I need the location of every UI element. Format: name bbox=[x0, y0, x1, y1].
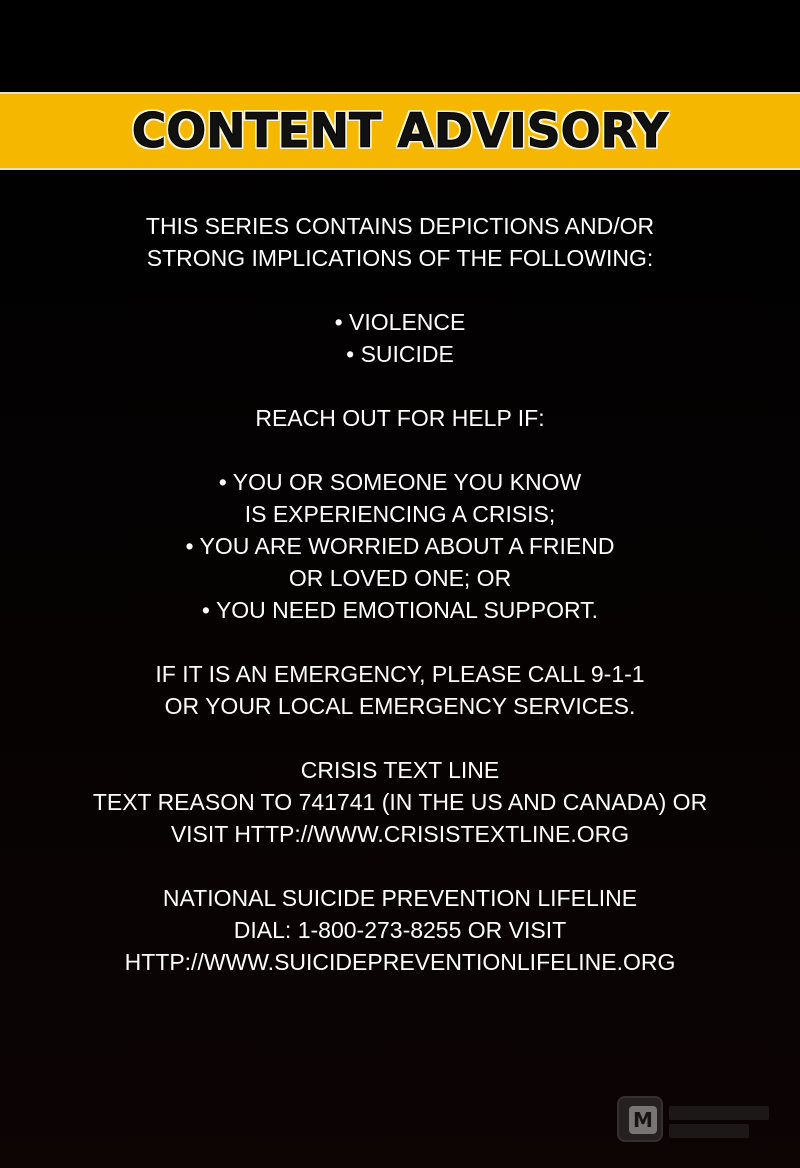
help-heading: REACH OUT FOR HELP IF: bbox=[255, 405, 545, 431]
help-item-1-line-1: • YOU OR SOMEONE YOU KNOW bbox=[218, 469, 582, 495]
help-item-2-line-1: • YOU ARE WORRIED ABOUT A FRIEND bbox=[185, 533, 615, 559]
intro-line-2: STRONG IMPLICATIONS OF THE FOLLOWING: bbox=[146, 245, 654, 271]
watermark bbox=[617, 1094, 777, 1144]
lifeline-heading: NATIONAL SUICIDE PREVENTION LIFELINE bbox=[162, 885, 638, 911]
crisis-text-line-instructions: TEXT REASON TO 741741 (IN THE US AND CANADA) OR bbox=[92, 789, 708, 815]
watermark-logo-icon: M bbox=[617, 1096, 663, 1142]
emergency-line-2: OR YOUR LOCAL EMERGENCY SERVICES. bbox=[164, 693, 636, 719]
lifeline-phone: DIAL: 1-800-273-8255 OR VISIT bbox=[233, 917, 567, 943]
help-item-3: • YOU NEED EMOTIONAL SUPPORT. bbox=[201, 597, 599, 623]
lifeline-url: HTTP://WWW.SUICIDEPREVENTIONLIFELINE.ORG bbox=[124, 949, 676, 975]
emergency-line-1: IF IT IS AN EMERGENCY, PLEASE CALL 9-1-1 bbox=[155, 661, 645, 687]
advisory-content bbox=[0, 210, 800, 978]
crisis-text-line-heading: CRISIS TEXT LINE bbox=[300, 757, 500, 783]
advisory-title: CONTENT ADVISORY bbox=[131, 103, 669, 159]
advisory-banner bbox=[0, 92, 800, 170]
help-item-2-line-2: OR LOVED ONE; OR bbox=[288, 565, 512, 591]
topic-suicide: • SUICIDE bbox=[346, 341, 454, 367]
topic-violence: • VIOLENCE bbox=[334, 309, 466, 335]
crisis-text-line-url: VISIT HTTP://WWW.CRISISTEXTLINE.ORG bbox=[170, 821, 630, 847]
help-item-1-line-2: IS EXPERIENCING A CRISIS; bbox=[244, 501, 556, 527]
intro-line-1: THIS SERIES CONTAINS DEPICTIONS AND/OR bbox=[145, 213, 655, 239]
